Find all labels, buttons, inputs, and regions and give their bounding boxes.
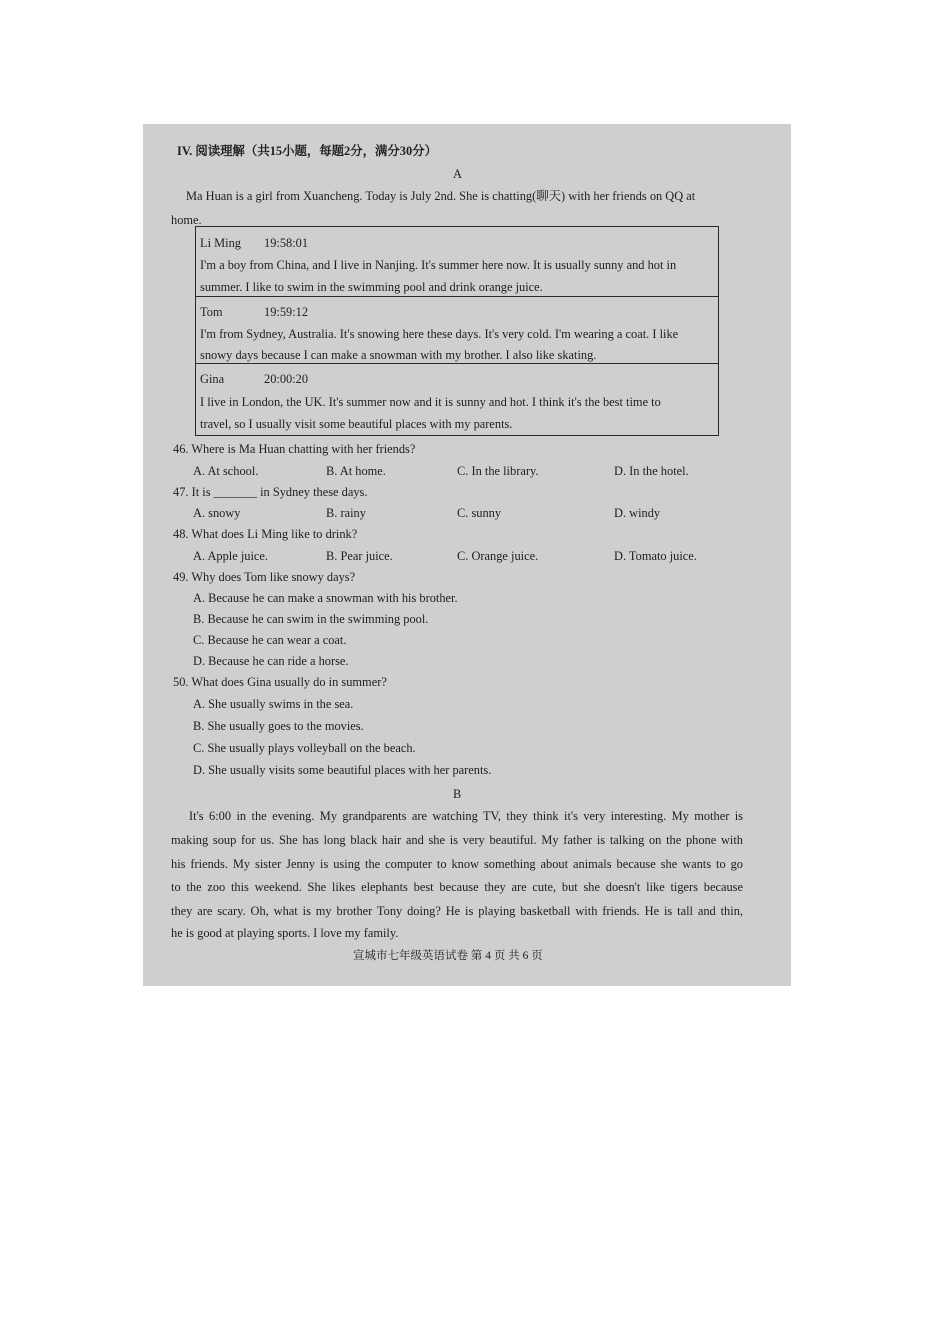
question-50-option-b[interactable]: B. She usually goes to the movies. [193, 719, 364, 733]
chat-timestamp: 19:58:01 [264, 236, 309, 250]
passage-b-line-1: It's 6:00 in the evening. My grandparents are watching TV, they think it's very interesting. My mother is [189, 809, 743, 823]
chat-timestamp: 20:00:20 [264, 372, 309, 386]
question-48-option-a[interactable]: A. Apple juice. [193, 549, 269, 563]
chat-timestamp: 19:59:12 [264, 305, 309, 319]
question-48-option-b[interactable]: B. Pear juice. [326, 549, 393, 563]
chat-message-line: snowy days because I can make a snowman with my brother. I also like skating. [200, 348, 597, 362]
chat-divider [196, 296, 718, 297]
question-49-option-b[interactable]: B. Because he can swim in the swimming pool. [193, 612, 429, 626]
question-50-option-a[interactable]: A. She usually swims in the sea. [193, 697, 354, 711]
chat-message-line: I live in London, the UK. It's summer now and it is sunny and hot. I think it's the best time to [200, 395, 661, 409]
question-48-stem: 48. What does Li Ming like to drink? [173, 527, 358, 541]
question-48-option-d[interactable]: D. Tomato juice. [614, 549, 697, 563]
question-46-stem: 46. Where is Ma Huan chatting with her friends? [173, 442, 416, 456]
chat-message-line: I'm from Sydney, Australia. It's snowing here these days. It's very cold. I'm wearing a coat. I like [200, 327, 679, 341]
chat-sender-name: Gina [200, 372, 225, 386]
part-b-label: B [453, 787, 462, 801]
passage-b-line-2: making soup for us. She has long black hair and she is very beautiful. My father is talking on the phone with [171, 833, 743, 847]
part-a-label: A [453, 167, 462, 181]
question-49-option-c[interactable]: C. Because he can wear a coat. [193, 633, 347, 647]
passage-b-line-3: his friends. My sister Jenny is using the computer to know something about animals because she wants to go [171, 857, 743, 871]
question-48-option-c[interactable]: C. Orange juice. [457, 549, 539, 563]
intro-line-2: home. [171, 213, 202, 227]
question-47-option-a[interactable]: A. snowy [193, 506, 241, 520]
question-49-option-d[interactable]: D. Because he can ride a horse. [193, 654, 349, 668]
question-46-option-c[interactable]: C. In the library. [457, 464, 539, 478]
passage-b-line-4: to the zoo this weekend. She likes elephants best because they are cute, but she doesn't like tigers because [171, 880, 743, 894]
section-heading: IV. 阅读理解（共15小题，每题2分，满分30分） [177, 144, 437, 158]
question-49-option-a[interactable]: A. Because he can make a snowman with his brother. [193, 591, 458, 605]
question-50-option-c[interactable]: C. She usually plays volleyball on the beach. [193, 741, 416, 755]
question-47-option-b[interactable]: B. rainy [326, 506, 366, 520]
chat-message-line: summer. I like to swim in the swimming pool and drink orange juice. [200, 280, 543, 294]
passage-b-line-6: he is good at playing sports. I love my family. [171, 926, 399, 940]
chat-message-line: I'm a boy from China, and I live in Nanjing. It's summer here now. It is usually sunny and hot in [200, 258, 677, 272]
exam-page [143, 124, 791, 986]
chat-header-gina [200, 371, 308, 387]
question-46-option-a[interactable]: A. At school. [193, 464, 259, 478]
chat-header-tom [200, 304, 308, 320]
question-47-stem: 47. It is _______ in Sydney these days. [173, 485, 368, 499]
question-46-option-b[interactable]: B. At home. [326, 464, 386, 478]
question-49-stem: 49. Why does Tom like snowy days? [173, 570, 356, 584]
passage-b-line-5: they are scary. Oh, what is my brother Tony doing? He is playing basketball with friends. He is tall and thin, [171, 904, 743, 918]
question-50-option-d[interactable]: D. She usually visits some beautiful places with her parents. [193, 763, 492, 777]
question-47-option-c[interactable]: C. sunny [457, 506, 502, 520]
chat-header-li-ming [200, 235, 308, 251]
question-50-stem: 50. What does Gina usually do in summer? [173, 675, 387, 689]
intro-line-1: Ma Huan is a girl from Xuancheng. Today is July 2nd. She is chatting(聊天) with her friends on QQ at [186, 189, 696, 203]
chat-sender-name: Li Ming [200, 236, 241, 250]
question-47-option-d[interactable]: D. windy [614, 506, 661, 520]
chat-sender-name: Tom [200, 305, 223, 319]
question-46-option-d[interactable]: D. In the hotel. [614, 464, 689, 478]
page-footer: 宣城市七年级英语试卷 第 4 页 共 6 页 [353, 950, 543, 962]
chat-divider [196, 363, 718, 364]
chat-log-box [195, 226, 719, 436]
chat-message-line: travel, so I usually visit some beautiful places with my parents. [200, 417, 513, 431]
